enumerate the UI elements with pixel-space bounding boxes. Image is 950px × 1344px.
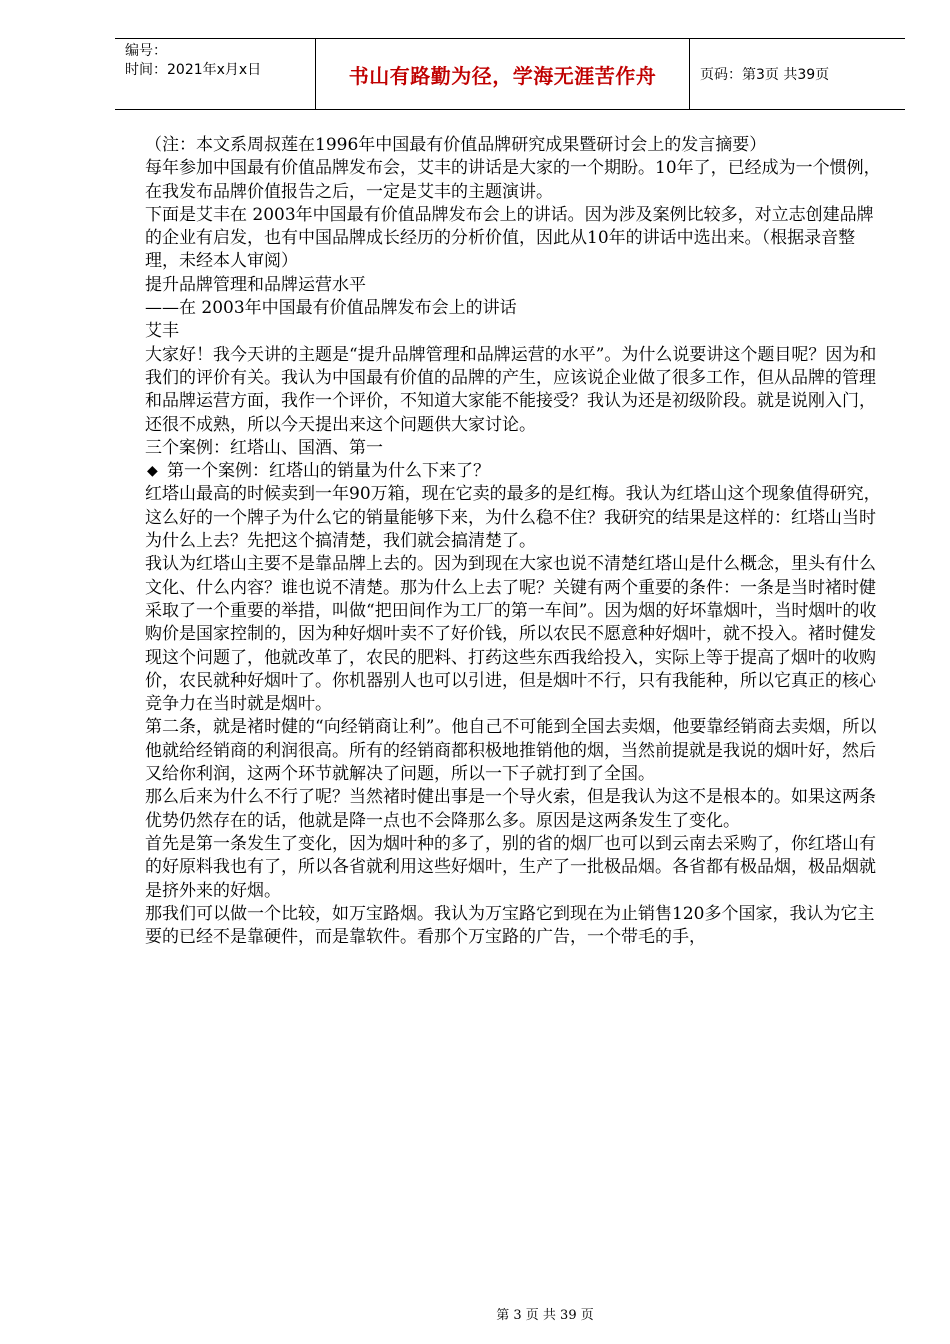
paragraph-body-4: 那么后来为什么不行了呢？当然褚时健出事是一个导火索，但是我认为这不是根本的。如果这两条优势仍然存在的话，他就是降一点也不会降那么多。原因是这两条发生了变化。 <box>145 787 876 831</box>
document-number-label: 编号： <box>125 43 167 59</box>
paragraph-note: （注：本文系周叔莲在1996年中国最有价值品牌研究成果暨研讨会上的发言摘要） <box>145 135 767 155</box>
header-motto: 书山有路勤为径，学海无涯苦作舟 <box>348 63 657 88</box>
paragraph-body-3: 第二条，就是褚时健的“向经销商让利”。他自己不可能到全国去卖烟，他要靠经销商去卖烟，所以他就给经销商的利润很高。所有的经销商都积极地推销他的烟，当然前提就是我说的烟叶好，然后又给你利润，这两个环节就解决了问题，所以一下子就打到了全国。 <box>145 717 877 785</box>
page-header <box>115 38 905 110</box>
document-time-label: 时间：2021年x月x日 <box>125 62 262 78</box>
paragraph-context: 下面是艾丰在 2003年中国最有价值品牌发布会上的讲话。因为涉及案例比较多，对立志创建品牌的企业有启发，也有中国品牌成长经历的分析价值，因此从10年的讲话中选出来。（根据录音整理，未经本人审阅） <box>145 204 874 272</box>
bullet-item <box>145 460 885 483</box>
paragraph-body-5: 首先是第一条发生了变化，因为烟叶种的多了，别的省的烟厂也可以到云南去采购了，你红塔山有的好原料我也有了，所以各省就利用这些好烟叶，生产了一批极品烟。各省都有极品烟，极品烟就是挤外来的好烟。 <box>145 833 876 901</box>
header-page-label: 页码：第3页 共39页 <box>700 67 830 83</box>
speech-subtitle: ——在 2003年中国最有价值品牌发布会上的讲话 <box>145 298 517 319</box>
footer-page-number: 第 3 页 共 39 页 <box>496 1308 594 1323</box>
header-motto-cell <box>315 39 690 109</box>
speaker-name: 艾丰 <box>145 321 179 342</box>
diamond-bullet-icon: ◆ <box>147 463 158 480</box>
paragraph-intro: 每年参加中国最有价值品牌发布会，艾丰的讲话是大家的一个期盼。10年了，已经成为一个惯例，在我发布品牌价值报告之后，一定是艾丰的主题演讲。 <box>145 158 881 202</box>
paragraph-body-1: 红塔山最高的时候卖到一年90万箱，现在它卖的最多的是红梅。我认为红塔山这个现象值得研究，这么好的一个牌子为什么它的销量能够下来，为什么稳不住？我研究的结果是这样的：红塔山当时为什么上去？先把这个搞清楚，我们就会搞清楚了。 <box>145 484 881 552</box>
section-heading: 三个案例：红塔山、国酒、第一 <box>145 437 383 458</box>
paragraph-opening: 大家好！我今天讲的主题是“提升品牌管理和品牌运营的水平”。为什么说要讲这个题目呢？因为和我们的评价有关。我认为中国最有价值的品牌的产生，应该说企业做了很多工作，但从品牌的管理和品牌运营方面，我作一个评价，不知道大家能不能接受？我认为还是初级阶段。就是说刚入门，还很不成熟，所以今天提出来这个问题供大家讨论。 <box>145 344 877 435</box>
paragraph-body-2: 我认为红塔山主要不是靠品牌上去的。因为到现在大家也说不清楚红塔山是什么概念，里头有什么文化、什么内容？谁也说不清楚。那为什么上去了呢？关键有两个重要的条件：一条是当时褚时健采取了一个重要的举措，叫做“把田间作为工厂的第一车间”。因为烟的好坏靠烟叶，当时烟叶的收购价是国家控制的，因为种好烟叶卖不了好价钱，所以农民不愿意种好烟叶，就不投入。褚时健发现这个问题了，他就改革了，农民的肥料、打药这些东西我给投入，实际上等于提高了烟叶的收购价，农民就种好烟叶了。你机器别人也可以引进，但是烟叶不行，只有我能种，所以它真正的核心竞争力在当时就是烟叶。 <box>145 554 877 715</box>
header-page-cell <box>690 39 905 109</box>
paragraph-body-6: 那我们可以做一个比较，如万宝路烟。我认为万宝路它到现在为止销售120多个国家，我认为它主要的已经不是靠硬件，而是靠软件。看那个万宝路的广告，一个带毛的手， <box>145 903 875 948</box>
document-body <box>145 134 885 949</box>
bullet-text: 第一个案例：红塔山的销量为什么下来了？ <box>167 461 490 482</box>
speech-title: 提升品牌管理和品牌运营水平 <box>145 274 366 295</box>
page-footer <box>0 1304 950 1323</box>
header-meta <box>115 39 315 109</box>
